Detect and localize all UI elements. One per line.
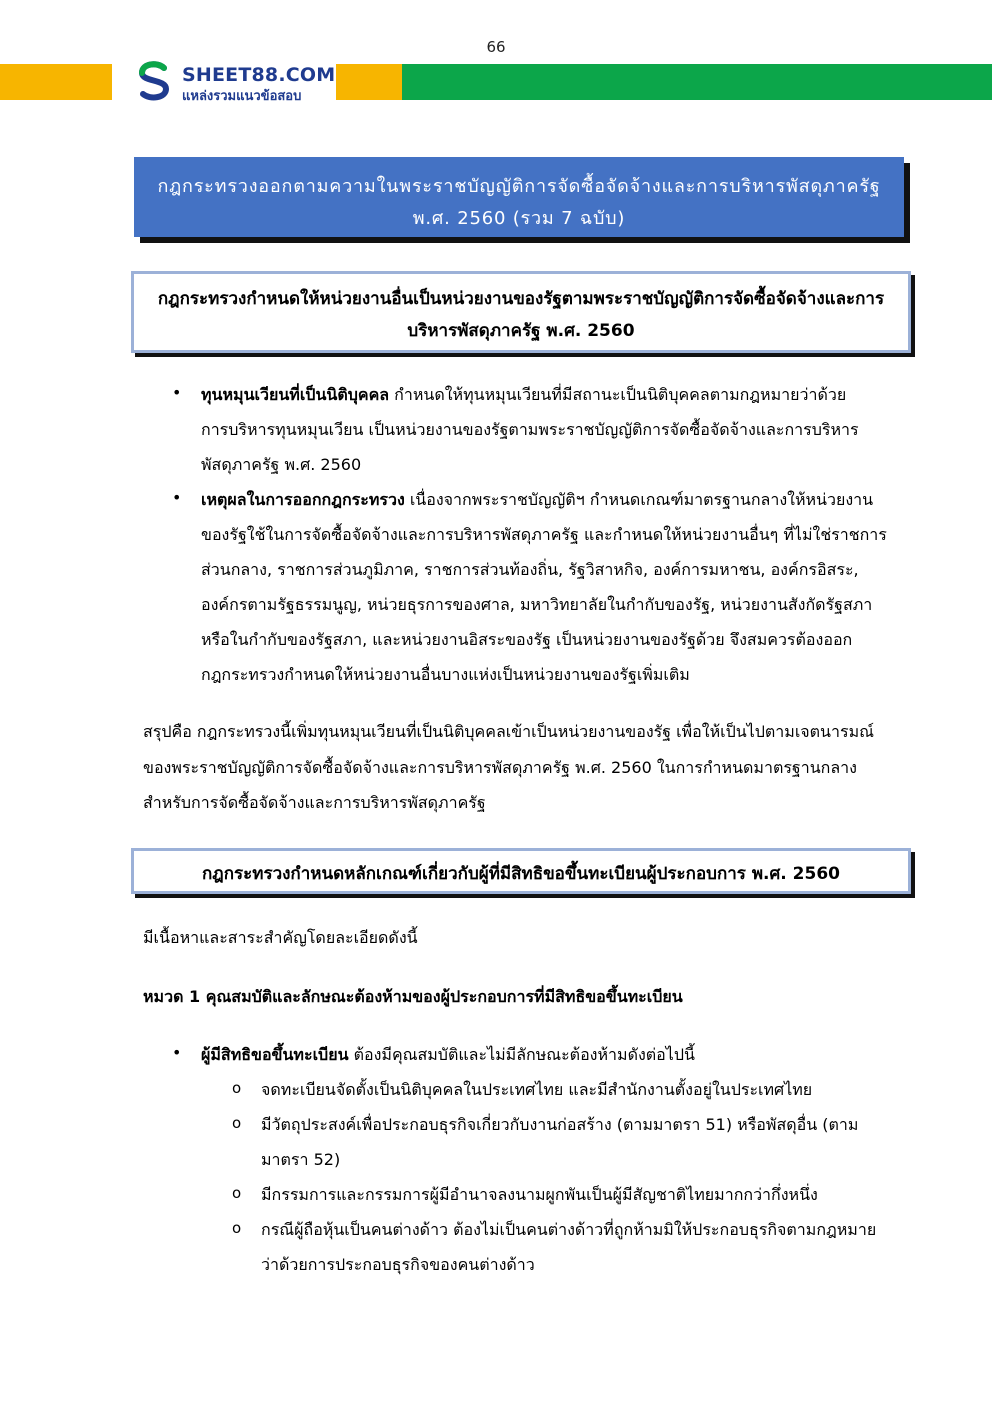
summary-line2: ของพระราชบัญญัติการจัดซื้อจัดจ้างและการบริหารพัสดุภาครัฐ พ.ศ. 2560 ในการกำหนดมาตรฐานกลาง [143, 758, 857, 777]
bullet1-bold: ทุนหมุนเวียนที่เป็นนิติบุคคล [201, 385, 390, 404]
bullet2-line4: องค์กรตามรัฐธรรมนูญ, หน่วยธุรการของศาล, มหาวิทยาลัยในกำกับของรัฐ, หน่วยงานสังกัดรัฐสภา [201, 595, 873, 614]
bullet-dot: • [172, 1043, 182, 1062]
sub-item-4-line1: กรณีผู้ถือหุ้นเป็นคนต่างด้าว ต้องไม่เป็นคนต่างด้าวที่ถูกห้ามมิให้ประกอบธุรกิจตามกฎหมาย [261, 1220, 877, 1239]
main-title-box [134, 157, 904, 237]
header-band-green [402, 64, 992, 100]
logo-name: SHEET88.COM [182, 64, 336, 86]
sub-item-3: มีกรรมการและกรรมการผู้มีอำนาจลงนามผูกพันเป็นผู้มีสัญชาติไทยมากกว่ากึ่งหนึ่ง [261, 1185, 818, 1204]
sub-item-4-line2: ว่าด้วยการประกอบธุรกิจของคนต่างด้าว [261, 1255, 535, 1274]
main-title-line2: พ.ศ. 2560 (รวม 7 ฉบับ) [412, 208, 626, 229]
section1-heading-line1: กฎกระทรวงกำหนดให้หน่วยงานอื่นเป็นหน่วยงานของรัฐตามพระราชบัญญัติการจัดซื้อจัดจ้างและการ [157, 289, 885, 309]
eligibility-bullet [201, 1043, 695, 1068]
hollow-bullet: o [232, 1184, 242, 1202]
logo-tagline: แหล่งรวมแนวข้อสอบ [182, 89, 302, 104]
sub-item-2-line2: มาตรา 52) [261, 1150, 341, 1169]
bullet1-line1 [201, 383, 846, 408]
header-band-yellow-mid [336, 64, 402, 100]
chapter-prefix: หมวด 1 [143, 987, 206, 1006]
section1-heading-box [131, 271, 911, 353]
hollow-bullet: o [232, 1079, 242, 1097]
site-logo[interactable] [134, 60, 336, 104]
bullet2-line6: กฎกระทรวงกำหนดให้หน่วยงานอื่นบางแห่งเป็นหน่วยงานของรัฐเพิ่มเติม [201, 665, 690, 684]
bullet2-line2: ของรัฐใช้ในการจัดซื้อจัดจ้างและการบริหารพัสดุภาครัฐ และกำหนดให้หน่วยงานอื่นๆ ที่ไม่ใช่ราชการ [201, 525, 887, 544]
bullet1-text: กำหนดให้ทุนหมุนเวียนที่มีสถานะเป็นนิติบุคคลตามกฎหมายว่าด้วย [389, 385, 847, 404]
bullet2-bold: เหตุผลในการออกกฎกระทรวง [201, 490, 405, 509]
section1-heading-line2: บริหารพัสดุภาครัฐ พ.ศ. 2560 [407, 321, 635, 341]
section2-intro: มีเนื้อหาและสาระสำคัญโดยละเอียดดังนี้ [143, 928, 418, 947]
summary-line3: สำหรับการจัดซื้อจัดจ้างและการบริหารพัสดุภาครัฐ [143, 793, 486, 812]
summary-line1: สรุปคือ กฎกระทรวงนี้เพิ่มทุนหมุนเวียนที่เป็นนิติบุคคลเข้าเป็นหน่วยงานของรัฐ เพื่อให้เป็นไปตามเจตนารมณ์ [143, 722, 874, 741]
bullet2-line3: ส่วนกลาง, ราชการส่วนภูมิภาค, ราชการส่วนท้องถิ่น, รัฐวิสาหกิจ, องค์การมหาชน, องค์กรอิสระ, [201, 560, 859, 579]
bullet-dot: • [172, 383, 182, 402]
bullet2-text: เนื่องจากพระราชบัญญัติฯ กำหนดเกณฑ์มาตรฐานกลางให้หน่วยงาน [404, 490, 874, 509]
hollow-bullet: o [232, 1114, 242, 1132]
page-number: 66 [486, 38, 506, 56]
bullet-dot: • [172, 488, 182, 507]
sub-item-1: จดทะเบียนจัดตั้งเป็นนิติบุคคลในประเทศไทย และมีสำนักงานตั้งอยู่ในประเทศไทย [261, 1080, 813, 1099]
logo-s-icon [134, 60, 174, 102]
bullet1-line2: การบริหารทุนหมุนเวียน เป็นหน่วยงานของรัฐตามพระราชบัญญัติการจัดซื้อจัดจ้างและการบริหาร [201, 420, 859, 439]
main-title-line1: กฎกระทรวงออกตามความในพระราชบัญญัติการจัดซื้อจัดจ้างและการบริหารพัสดุภาครัฐ [157, 176, 881, 197]
chapter-heading [143, 985, 683, 1010]
bullet2-line5: หรือในกำกับของรัฐสภา, และหน่วยงานอิสระของรัฐ เป็นหน่วยงานของรัฐด้วย จึงสมควรต้องออก [201, 630, 853, 649]
section2-heading: กฎกระทรวงกำหนดหลักเกณฑ์เกี่ยวกับผู้ที่มีสิทธิขอขึ้นทะเบียนผู้ประกอบการ พ.ศ. 2560 [201, 864, 840, 884]
bullet2-line1 [201, 488, 873, 513]
hollow-bullet: o [232, 1219, 242, 1237]
eligibility-bold: ผู้มีสิทธิขอขึ้นทะเบียน [201, 1045, 349, 1064]
sub-item-2-line1: มีวัตถุประสงค์เพื่อประกอบธุรกิจเกี่ยวกับงานก่อสร้าง (ตามมาตรา 51) หรือพัสดุอื่น (ตาม [261, 1115, 859, 1134]
chapter-title: คุณสมบัติและลักษณะต้องห้ามของผู้ประกอบการที่มีสิทธิขอขึ้นทะเบียน [205, 987, 683, 1006]
section2-heading-box [131, 848, 911, 894]
bullet1-line3: พัสดุภาครัฐ พ.ศ. 2560 [201, 455, 362, 474]
eligibility-text: ต้องมีคุณสมบัติและไม่มีลักษณะต้องห้ามดังต่อไปนี้ [348, 1045, 695, 1064]
header-band-yellow-left [0, 64, 112, 100]
